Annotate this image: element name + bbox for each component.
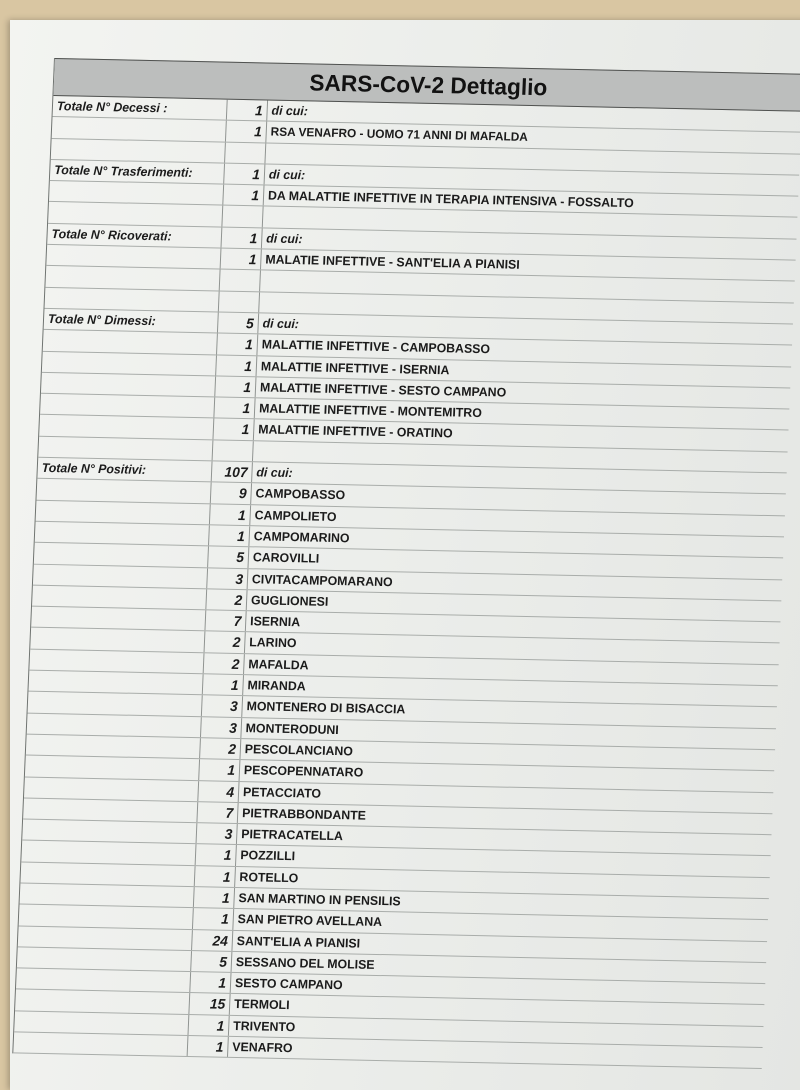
empty-label-cell bbox=[17, 947, 192, 971]
item-name: MONTERODUNI bbox=[245, 720, 340, 737]
empty-label-cell bbox=[35, 522, 210, 546]
item-name: SANT'ELIA A PIANISI bbox=[236, 933, 361, 951]
item-count: 2 bbox=[205, 632, 246, 653]
item-name: TRIVENTO bbox=[232, 1018, 296, 1035]
section-total: 1 bbox=[224, 163, 265, 184]
item-name: MALATTIE INFETTIVE - SESTO CAMPANO bbox=[259, 380, 507, 400]
report-table bbox=[12, 58, 800, 1069]
item-name: MALATTIE INFETTIVE - ORATINO bbox=[257, 422, 453, 441]
item-name: CAMPOMARINO bbox=[253, 529, 350, 546]
item-name: MIRANDA bbox=[247, 678, 306, 694]
section-label: Totale N° Trasferimenti: bbox=[50, 160, 225, 184]
empty-label-cell bbox=[24, 777, 199, 801]
di-cui-label: di cui: bbox=[271, 103, 309, 119]
item-count: 1 bbox=[210, 504, 251, 525]
di-cui-label: di cui: bbox=[256, 465, 293, 481]
empty-label-cell bbox=[30, 628, 205, 652]
section-label: Totale N° Positivi: bbox=[37, 458, 212, 482]
item-count: 3 bbox=[202, 696, 243, 717]
item-count: 5 bbox=[208, 547, 249, 568]
item-name: CAMPOBASSO bbox=[255, 486, 346, 503]
item-count: 1 bbox=[195, 866, 236, 887]
item-name: TERMOLI bbox=[233, 997, 290, 1013]
empty-label-cell bbox=[27, 713, 202, 737]
empty-count-cell bbox=[220, 270, 261, 291]
report-title: SARS-CoV-2 Dettaglio bbox=[53, 58, 800, 112]
empty-label-cell bbox=[49, 181, 224, 205]
empty-label-cell bbox=[23, 798, 198, 822]
empty-label-cell bbox=[36, 479, 211, 503]
di-cui-label: di cui: bbox=[262, 316, 300, 332]
empty-label-cell bbox=[36, 500, 211, 524]
item-name: SAN MARTINO IN PENSILIS bbox=[238, 891, 401, 909]
item-name: CIVITACAMPOMARANO bbox=[251, 571, 393, 589]
item-count: 24 bbox=[192, 930, 233, 951]
item-count: 2 bbox=[200, 738, 241, 759]
item-count: 3 bbox=[197, 823, 238, 844]
item-name: GUGLIONESI bbox=[250, 593, 329, 609]
item-count: 5 bbox=[191, 951, 232, 972]
empty-label-cell bbox=[13, 1032, 188, 1056]
empty-label-cell bbox=[31, 607, 206, 631]
item-count: 1 bbox=[203, 674, 244, 695]
empty-label-cell bbox=[33, 564, 208, 588]
item-name: MALATIE INFETTIVE - SANT'ELIA A PIANISI bbox=[265, 252, 521, 272]
item-count: 1 bbox=[223, 185, 264, 206]
empty-label-cell bbox=[19, 905, 194, 929]
item-count: 7 bbox=[205, 610, 246, 631]
empty-label-cell bbox=[52, 117, 227, 141]
item-name: SESTO CAMPANO bbox=[234, 976, 343, 993]
item-count: 1 bbox=[209, 525, 250, 546]
item-count: 1 bbox=[194, 887, 235, 908]
di-cui-label: di cui: bbox=[265, 231, 303, 247]
item-count: 7 bbox=[197, 802, 238, 823]
section-label: Totale N° Decessi : bbox=[53, 96, 228, 120]
item-name: MONTENERO DI BISACCIA bbox=[246, 699, 406, 717]
empty-label-cell bbox=[14, 1011, 189, 1035]
empty-label-cell bbox=[26, 734, 201, 758]
section-total: 107 bbox=[212, 461, 253, 482]
item-count: 1 bbox=[217, 334, 258, 355]
empty-label-cell bbox=[48, 202, 223, 226]
item-name: PETACCIATO bbox=[242, 784, 322, 801]
item-name: PESCOLANCIANO bbox=[244, 742, 354, 759]
item-count: 1 bbox=[193, 908, 234, 929]
section-total: 1 bbox=[221, 227, 262, 248]
empty-label-cell bbox=[34, 543, 209, 567]
item-count: 2 bbox=[206, 589, 247, 610]
item-name: MALATTIE INFETTIVE - ISERNIA bbox=[260, 358, 450, 377]
item-count: 2 bbox=[204, 653, 245, 674]
section-label: Totale N° Dimessi: bbox=[44, 309, 219, 333]
item-count: 1 bbox=[190, 972, 231, 993]
empty-count-cell bbox=[219, 291, 260, 312]
section-total: 1 bbox=[227, 100, 268, 121]
item-count: 1 bbox=[216, 355, 257, 376]
item-count: 1 bbox=[199, 759, 240, 780]
item-count: 1 bbox=[188, 1036, 229, 1057]
empty-label-cell bbox=[43, 330, 218, 354]
item-name: POZZILLI bbox=[240, 848, 296, 864]
item-count: 9 bbox=[211, 483, 252, 504]
item-name: MAFALDA bbox=[248, 656, 309, 673]
item-name: VENAFRO bbox=[232, 1040, 293, 1056]
empty-label-cell bbox=[29, 649, 204, 673]
empty-label-cell bbox=[28, 671, 203, 695]
di-cui-label: di cui: bbox=[268, 167, 306, 183]
empty-label-cell bbox=[18, 926, 193, 950]
item-count: 1 bbox=[214, 398, 255, 419]
item-count: 15 bbox=[189, 994, 230, 1015]
item-name: PIETRABBONDANTE bbox=[241, 805, 367, 823]
empty-label-cell bbox=[21, 841, 196, 865]
empty-label-cell bbox=[41, 373, 216, 397]
empty-count-cell bbox=[225, 142, 266, 163]
item-count: 1 bbox=[221, 249, 262, 270]
item-count: 1 bbox=[213, 419, 254, 440]
empty-label-cell bbox=[32, 586, 207, 610]
item-count: 1 bbox=[196, 845, 237, 866]
item-count: 1 bbox=[188, 1015, 229, 1036]
item-count: 3 bbox=[201, 717, 242, 738]
empty-count-cell bbox=[222, 206, 263, 227]
empty-label-cell bbox=[46, 245, 221, 269]
item-name: CAROVILLI bbox=[252, 550, 320, 566]
section-label: Totale N° Ricoverati: bbox=[47, 224, 222, 248]
empty-label-cell bbox=[51, 139, 226, 163]
empty-label-cell bbox=[20, 862, 195, 886]
item-name: CAMPOLIETO bbox=[254, 507, 337, 524]
empty-label-cell bbox=[38, 437, 213, 461]
empty-label-cell bbox=[20, 883, 195, 907]
paper-sheet bbox=[10, 20, 800, 1090]
empty-label-cell bbox=[40, 394, 215, 418]
item-name: MALATTIE INFETTIVE - MONTEMITRO bbox=[258, 401, 483, 421]
empty-label-cell bbox=[39, 415, 214, 439]
item-name: MALATTIE INFETTIVE - CAMPOBASSO bbox=[261, 337, 491, 357]
section-total: 5 bbox=[218, 312, 259, 333]
empty-label-cell bbox=[45, 288, 220, 312]
table-body bbox=[13, 96, 800, 1069]
empty-count-cell bbox=[213, 440, 254, 461]
item-name: PESCOPENNATARO bbox=[243, 763, 364, 780]
empty-label-cell bbox=[25, 756, 200, 780]
item-name: ISERNIA bbox=[249, 614, 301, 630]
item-count: 4 bbox=[198, 781, 239, 802]
item-name: ROTELLO bbox=[239, 869, 299, 885]
item-name: DA MALATTIE INFETTIVE IN TERAPIA INTENSIVA - FOSSALTO bbox=[267, 188, 634, 211]
item-name: RSA VENAFRO - UOMO 71 ANNI DI MAFALDA bbox=[270, 124, 529, 145]
item-name: PIETRACATELLA bbox=[240, 827, 344, 844]
item-name: SAN PIETRO AVELLANA bbox=[237, 912, 383, 930]
empty-label-cell bbox=[42, 351, 217, 375]
empty-label-cell bbox=[45, 266, 220, 290]
empty-label-cell bbox=[22, 820, 197, 844]
empty-label-cell bbox=[16, 969, 191, 993]
item-name: SESSANO DEL MOLISE bbox=[235, 954, 375, 972]
item-count: 3 bbox=[207, 568, 248, 589]
item-count: 1 bbox=[226, 121, 267, 142]
item-count: 1 bbox=[215, 376, 256, 397]
empty-label-cell bbox=[15, 990, 190, 1014]
empty-label-cell bbox=[28, 692, 203, 716]
item-name: LARINO bbox=[249, 635, 297, 651]
